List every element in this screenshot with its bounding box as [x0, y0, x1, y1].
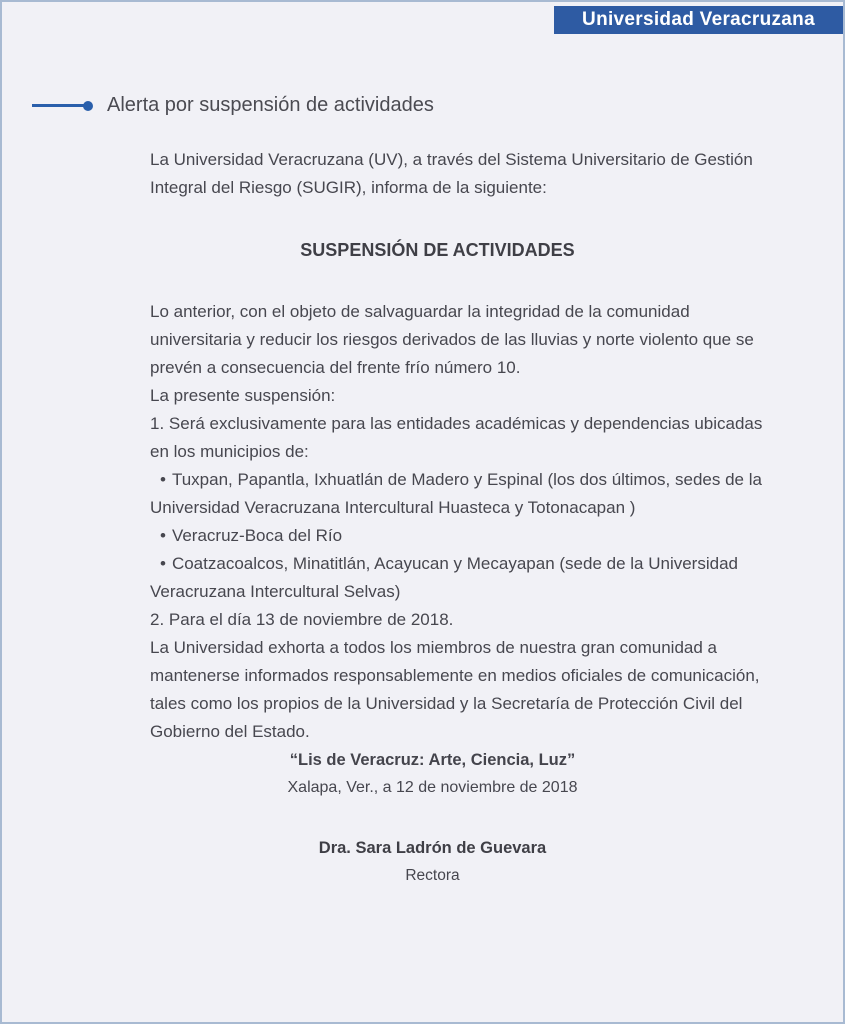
numbered-item-1: 1. Será exclusivamente para las entidades académicas y dependencias ubicadas en los municipios de:: [150, 414, 763, 461]
heading-accent-line: [32, 104, 84, 107]
signature-block: [150, 834, 715, 890]
motto: “Lis de Veracruz: Arte, Ciencia, Luz”: [289, 751, 576, 769]
bullet-item: [150, 550, 775, 606]
paragraph-closing: La Universidad exhorta a todos los miembros de nuestra gran comunidad a mantenerse informados responsablemente en medios oficiales de comunicación, tales como los propios de la Universidad y la Secretaría de Protección Civil del Gobierno del Estado.: [150, 638, 760, 741]
alert-heading: [32, 94, 434, 117]
bullet-text: Tuxpan, Papantla, Ixhuatlán de Madero y Espinal (los dos últimos, sedes de la Universidad Veracruzana Intercultural Huasteca y Totonacapan ): [150, 470, 762, 517]
bullet-marker: •: [160, 554, 166, 573]
bullet-text: Coatzacoalcos, Minatitlán, Acayucan y Mecayapan (sede de la Universidad Veracruzana Intercultural Selvas): [150, 554, 738, 601]
document-body: [150, 146, 775, 890]
bullet-marker: •: [160, 470, 166, 489]
bullet-item: [150, 522, 775, 550]
heading-accent-dot: [83, 101, 93, 111]
place-date: Xalapa, Ver., a 12 de noviembre de 2018: [287, 779, 578, 796]
motto-block: [150, 746, 715, 802]
paragraph-intro: La Universidad Veracruzana (UV), a través del Sistema Universitario de Gestión Integral del Riesgo (SUGIR), informa de la siguiente:: [150, 150, 753, 197]
signature-name: Dra. Sara Ladrón de Guevara: [318, 839, 547, 857]
university-banner: Universidad Veracruzana: [554, 6, 843, 34]
page-title: Alerta por suspensión de actividades: [107, 94, 434, 116]
bullet-marker: •: [160, 526, 166, 545]
bullet-item: [150, 466, 775, 522]
bullet-list: [150, 466, 775, 606]
document-title: SUSPENSIÓN DE ACTIVIDADES: [300, 240, 575, 260]
numbered-item-2: 2. Para el día 13 de noviembre de 2018.: [150, 610, 454, 629]
signature-role: Rectora: [405, 867, 460, 884]
paragraph-lead: La presente suspensión:: [150, 386, 336, 405]
paragraph-reason: Lo anterior, con el objeto de salvaguardar la integridad de la comunidad universitaria y reducir los riesgos derivados de las lluvias y norte violento que se prevén a consecuencia del frente frío número 10.: [150, 302, 754, 377]
bullet-text: Veracruz-Boca del Río: [171, 526, 343, 545]
